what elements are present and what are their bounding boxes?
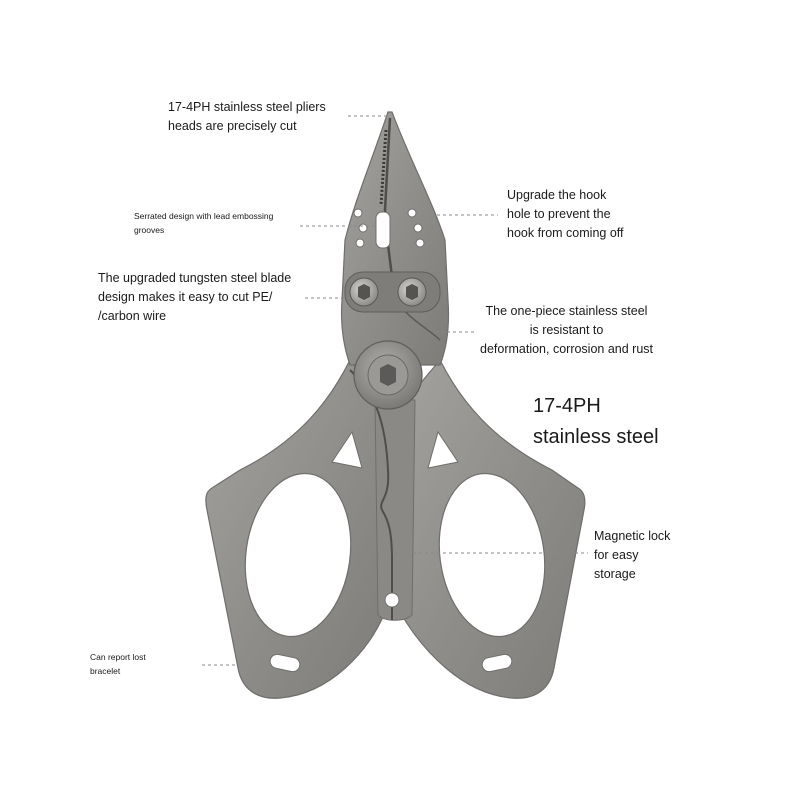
material-heading [533, 391, 659, 453]
callout-text: Can report lost [90, 652, 146, 662]
callout-text: Upgrade the hook [507, 188, 607, 202]
callout-text: deformation, corrosion and rust [480, 342, 654, 356]
callout-text: design makes it easy to cut PE/ [98, 290, 273, 304]
callout-bracelet [90, 650, 146, 678]
callout-text: Serrated design with lead embossing [134, 211, 274, 221]
callout-pliers-head [168, 98, 326, 136]
pivot-bolt [354, 341, 422, 409]
callout-text: grooves [134, 225, 165, 235]
callout-text: hook from coming off [507, 226, 624, 240]
callout-text: The one-piece stainless steel [485, 304, 648, 318]
callout-text: bracelet [90, 666, 121, 676]
callout-blade [98, 269, 291, 326]
callout-text: hole to prevent the [507, 207, 611, 221]
callout-text: /carbon wire [98, 309, 167, 323]
callout-serrated [134, 209, 273, 237]
callout-text: storage [594, 567, 636, 581]
callout-text: 17-4PH stainless steel pliers [168, 100, 326, 114]
callout-one-piece [480, 302, 653, 359]
callout-text: Magnetic lock [594, 529, 671, 543]
callout-text: is resistant to [529, 323, 604, 337]
blade-bolts [345, 272, 440, 312]
material-text: 17-4PH [533, 395, 601, 417]
callout-hook-hole [507, 186, 624, 243]
callout-magnetic [594, 527, 670, 584]
callout-text: The upgraded tungsten steel blade [98, 271, 292, 285]
callout-text: heads are precisely cut [168, 119, 297, 133]
callout-text: for easy [594, 548, 639, 562]
lanyard-hole [385, 593, 399, 607]
material-text: stainless steel [533, 426, 659, 448]
